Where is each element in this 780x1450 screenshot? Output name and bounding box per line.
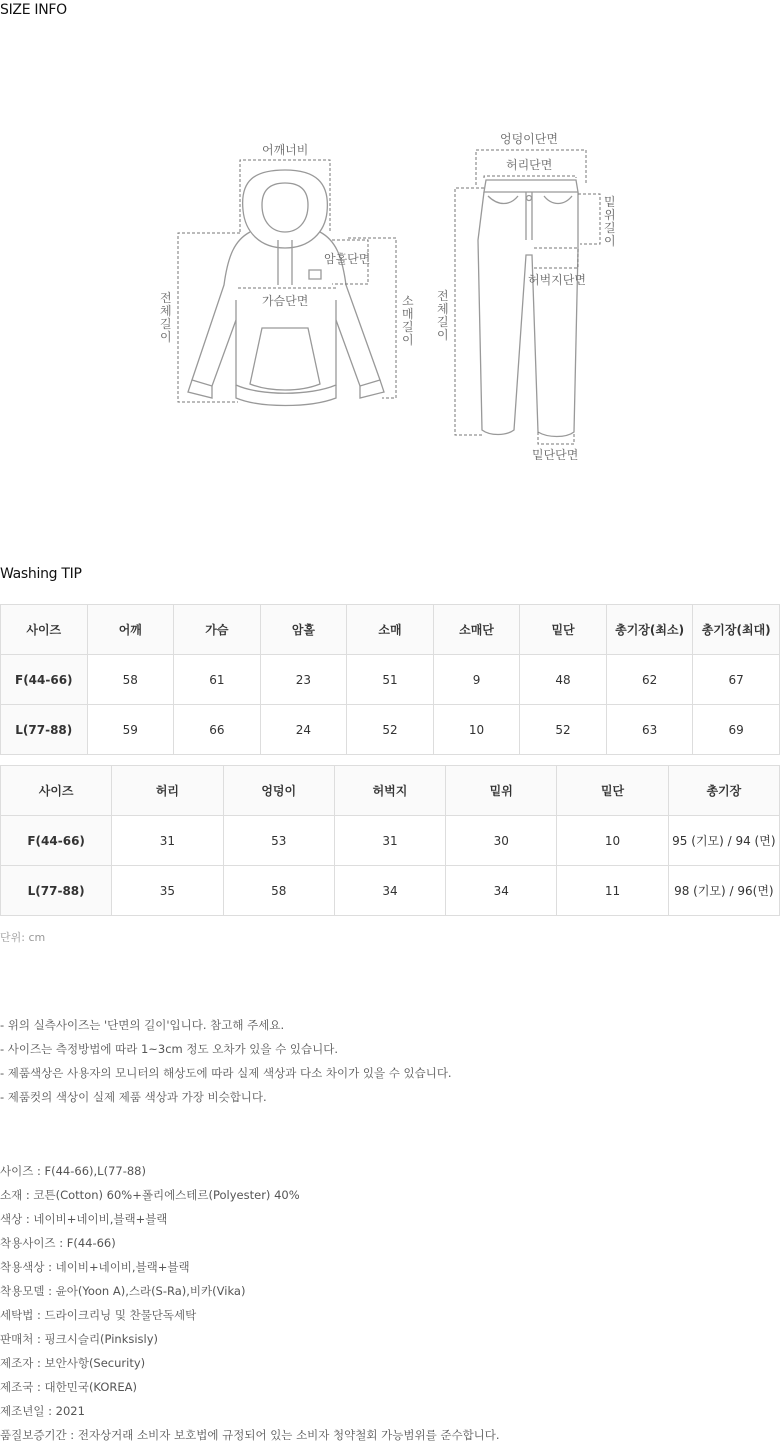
table-cell: L(77-88) (1, 866, 112, 916)
table-cell: 69 (693, 705, 780, 755)
rise-label (604, 194, 616, 248)
table-header: 가슴 (174, 605, 261, 655)
table-cell: 31 (334, 816, 445, 866)
svg-text:매: 매 (402, 307, 414, 321)
table-header: 총기장(최대) (693, 605, 780, 655)
table-header: 밑단 (557, 766, 668, 816)
unit-note: 단위: cm (0, 931, 46, 944)
table-cell: 30 (446, 816, 557, 866)
table-header-row (1, 766, 780, 816)
info-line: 제조자 : 보안사항(Security) (0, 1356, 146, 1370)
chest-label: 가슴단면 (262, 294, 309, 308)
table-cell: 10 (433, 705, 520, 755)
table-row (1, 705, 780, 755)
table-cell: 67 (693, 655, 780, 705)
svg-text:전: 전 (160, 291, 172, 305)
pants-measure-lines (455, 150, 600, 444)
hoodie-total-length-label (160, 290, 172, 344)
info-line: 판매처 : 핑크시슬리(Pinksisly) (0, 1332, 159, 1346)
table-cell: 10 (557, 816, 668, 866)
table-header: 사이즈 (1, 766, 112, 816)
table-cell: 34 (446, 866, 557, 916)
note-line: - 제품컷의 색상이 실제 제품 색상과 가장 비슷합니다. (0, 1090, 267, 1104)
table-cell: 11 (557, 866, 668, 916)
table-cell: L(77-88) (1, 705, 88, 755)
table-cell: 51 (347, 655, 434, 705)
info-line: 착용모델 : 윤아(Yoon A),스라(S-Ra),비카(Vika) (0, 1284, 246, 1298)
svg-text:체: 체 (437, 302, 449, 316)
table-cell: 52 (520, 705, 607, 755)
armhole-label: 암홀단면 (324, 252, 371, 266)
table-header: 암홀 (260, 605, 347, 655)
table-header: 밑단 (520, 605, 607, 655)
table-header: 총기장(최소) (606, 605, 693, 655)
table-header: 어깨 (87, 605, 174, 655)
svg-text:길: 길 (437, 315, 449, 329)
hip-label: 엉덩이단면 (500, 132, 558, 146)
info-line: 소재 : 코튼(Cotton) 60%+폴리에스테르(Polyester) 40% (0, 1188, 300, 1202)
bottom-size-table (0, 765, 780, 916)
thigh-label: 허벅지단면 (528, 273, 586, 287)
svg-text:이: 이 (437, 328, 449, 342)
svg-text:이: 이 (160, 330, 172, 344)
table-cell: 9 (433, 655, 520, 705)
svg-text:길: 길 (160, 317, 172, 331)
info-line: 착용색상 : 네이비+네이비,블랙+블랙 (0, 1260, 190, 1274)
washing-tip-title: Washing TIP (0, 566, 82, 582)
info-line: 제조년일 : 2021 (0, 1404, 85, 1418)
info-line: 세탁법 : 드라이크리닝 및 찬물단독세탁 (0, 1308, 197, 1322)
table-row (1, 816, 780, 866)
pants-illustration (478, 180, 578, 437)
table-header: 사이즈 (1, 605, 88, 655)
table-cell: 48 (520, 655, 607, 705)
svg-text:소: 소 (402, 294, 414, 308)
info-line: 품질보증기간 : 전자상거래 소비자 보호법에 규정되어 있는 소비자 청약철회 가능범위를 준수합니다. (0, 1428, 500, 1442)
table-header: 엉덩이 (223, 766, 334, 816)
sleeve-length-label (402, 294, 414, 347)
table-cell: 31 (112, 816, 223, 866)
waist-label: 허리단면 (506, 158, 553, 172)
note-line: - 위의 실측사이즈는 '단면의 길이'입니다. 참고해 주세요. (0, 1018, 285, 1032)
table-cell: 63 (606, 705, 693, 755)
top-size-table (0, 604, 780, 755)
table-row (1, 655, 780, 705)
table-header: 허리 (112, 766, 223, 816)
svg-text:위: 위 (604, 208, 616, 222)
svg-text:밑: 밑 (604, 195, 616, 209)
table-cell: 58 (223, 866, 334, 916)
info-line: 착용사이즈 : F(44-66) (0, 1236, 116, 1250)
table-cell: 53 (223, 816, 334, 866)
hem-label: 밑단단면 (532, 448, 579, 462)
table-cell: F(44-66) (1, 655, 88, 705)
table-cell: 62 (606, 655, 693, 705)
table-cell: F(44-66) (1, 816, 112, 866)
note-line: - 사이즈는 측정방법에 따라 1~3cm 정도 오차가 있을 수 있습니다. (0, 1042, 339, 1056)
svg-text:이: 이 (604, 234, 616, 248)
table-cell: 24 (260, 705, 347, 755)
svg-text:길: 길 (402, 320, 414, 334)
table-cell: 23 (260, 655, 347, 705)
table-header: 허벅지 (334, 766, 445, 816)
table-cell: 34 (334, 866, 445, 916)
info-line: 제조국 : 대한민국(KOREA) (0, 1380, 138, 1394)
table-row (1, 866, 780, 916)
table-cell: 35 (112, 866, 223, 916)
svg-text:이: 이 (402, 333, 414, 347)
svg-text:전: 전 (437, 289, 449, 303)
shoulder-label: 어깨너비 (262, 143, 309, 157)
size-diagram (150, 125, 620, 470)
pants-total-length-label (437, 288, 449, 342)
table-header-row (1, 605, 780, 655)
info-line: 사이즈 : F(44-66),L(77-88) (0, 1164, 146, 1178)
table-cell: 61 (174, 655, 261, 705)
table-cell: 95 (기모) / 94 (면) (668, 816, 779, 866)
svg-text:길: 길 (604, 221, 616, 235)
table-header: 총기장 (668, 766, 779, 816)
size-notes (0, 1016, 452, 1112)
table-cell: 98 (기모) / 96(면) (668, 866, 779, 916)
svg-text:체: 체 (160, 304, 172, 318)
table-cell: 52 (347, 705, 434, 755)
table-header: 소매 (347, 605, 434, 655)
table-header: 소매단 (433, 605, 520, 655)
table-cell: 59 (87, 705, 174, 755)
table-cell: 66 (174, 705, 261, 755)
info-line: 색상 : 네이비+네이비,블랙+블랙 (0, 1212, 168, 1226)
product-info (0, 1162, 500, 1450)
size-info-title: SIZE INFO (0, 2, 67, 18)
table-header: 밑위 (446, 766, 557, 816)
hoodie-measure-lines (178, 160, 396, 402)
note-line: - 제품색상은 사용자의 모니터의 해상도에 따라 실제 색상과 다소 차이가 있을 수 있습니다. (0, 1066, 452, 1080)
table-cell: 58 (87, 655, 174, 705)
